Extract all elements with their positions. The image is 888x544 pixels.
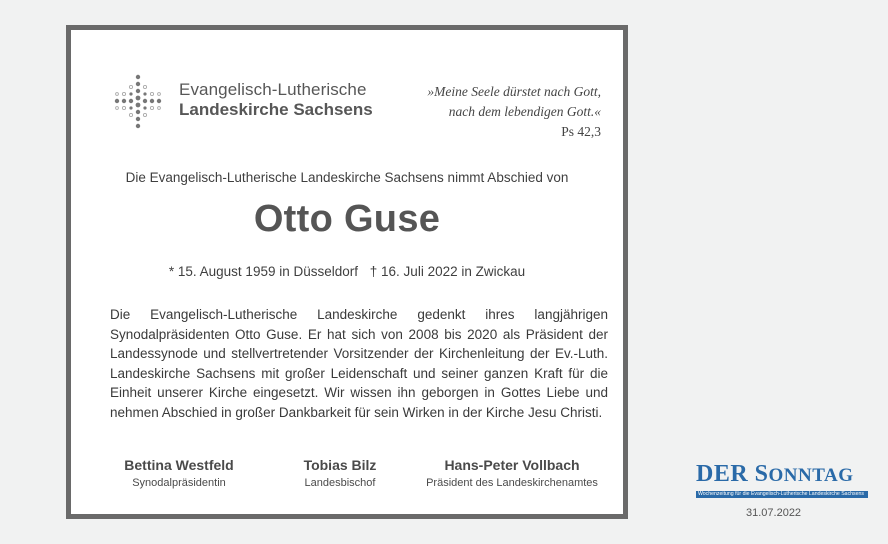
bible-quote bbox=[427, 82, 601, 142]
newspaper-title-prefix: DER S bbox=[696, 461, 769, 487]
deceased-name: Otto Guse bbox=[253, 198, 441, 240]
quote-line2: nach dem lebendigen Gott.« bbox=[448, 104, 601, 119]
signer-title: Synodalpräsidentin bbox=[132, 477, 226, 489]
signer-name: Tobias Bilz bbox=[303, 457, 377, 473]
obituary-paragraph: Die Evangelisch-Lutherische Landeskirche gedenkt ihres langjährigen Synodalpräsidenten Otto Guse. Er hat sich von 2008 bis 2020 als Präsident der Landessynode und stellvertretender Vorsitzender der Kirchenleitung der Ev.-Luth. Landeskirche Sachsens mit großer Leidenschaft und seiner ganzen Kraft für die Einheit unserer Kirche eingesetzt. Wir wissen ihn geborgen in Gottes Liebe und nehmen Abschied in großer Dankbarkeit für sein Wirken in der Kirche Jesu Christi. bbox=[110, 307, 608, 420]
publication-date: 31.07.2022 bbox=[746, 507, 802, 519]
dotted-cross-icon bbox=[111, 73, 165, 133]
signer-title: Präsident des Landeskirchenamtes bbox=[426, 477, 598, 489]
signer bbox=[270, 457, 410, 489]
obituary-body bbox=[110, 305, 608, 423]
organization-name-line1: Evangelisch-Lutherische bbox=[179, 80, 367, 99]
signer-title: Landesbischof bbox=[304, 477, 376, 489]
signer-name: Hans-Peter Vollbach bbox=[444, 457, 580, 473]
newspaper-subtitle: Wochenzeitung für die Evangelisch-Lutherische Landeskirche Sachsens bbox=[696, 491, 868, 498]
signer bbox=[419, 457, 605, 489]
newspaper-title-suffix: ONNTAG bbox=[768, 465, 854, 486]
obituary-notice bbox=[66, 25, 628, 519]
newspaper-title bbox=[696, 462, 868, 488]
life-dates bbox=[71, 264, 623, 279]
organization-name bbox=[179, 80, 373, 120]
signer-name: Bettina Westfeld bbox=[124, 457, 234, 473]
signer bbox=[109, 457, 249, 489]
intro-text: Die Evangelisch-Lutherische Landeskirche Sachsens nimmt Abschied von bbox=[125, 170, 569, 185]
death-date: † 16. Juli 2022 in Zwickau bbox=[369, 264, 526, 279]
newspaper-logo bbox=[696, 462, 868, 498]
birth-date: * 15. August 1959 in Düsseldorf bbox=[168, 264, 359, 279]
quote-reference: Ps 42,3 bbox=[561, 124, 601, 139]
organization-name-line2: Landeskirche Sachsens bbox=[179, 100, 373, 119]
quote-line1: »Meine Seele dürstet nach Gott, bbox=[427, 84, 601, 99]
